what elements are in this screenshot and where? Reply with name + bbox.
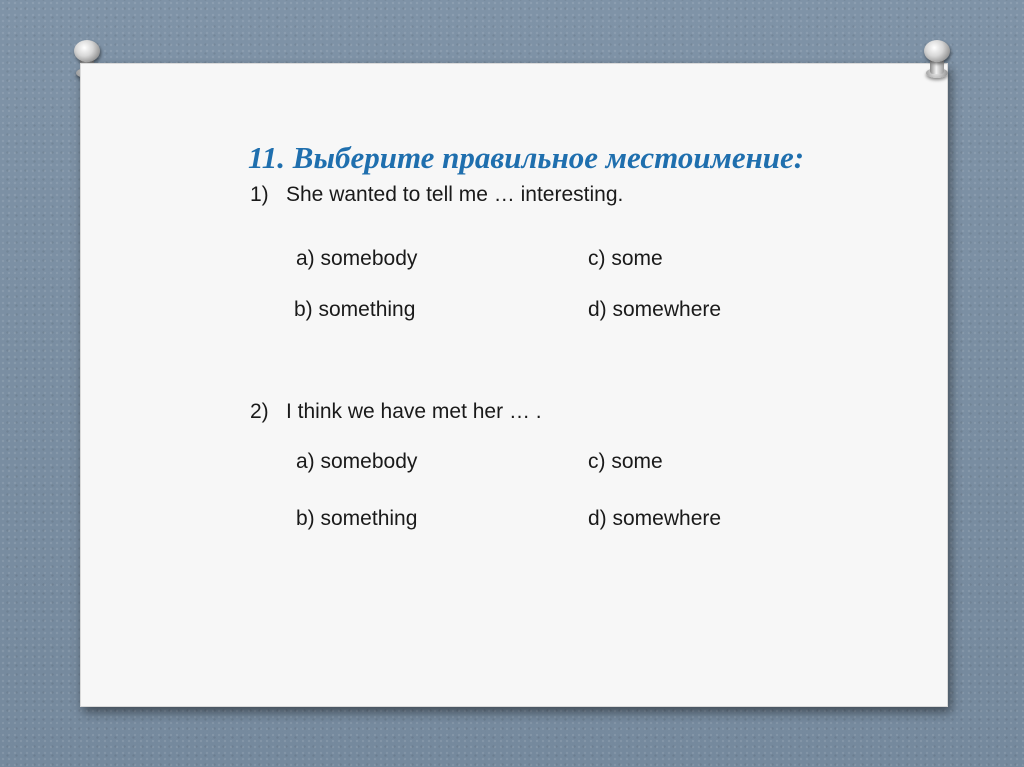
question-text: She wanted to tell me … interesting. bbox=[286, 183, 624, 206]
option-d: d) somewhere bbox=[588, 507, 722, 530]
question-1 bbox=[250, 183, 623, 207]
option-c: c) some bbox=[588, 450, 663, 473]
question-2 bbox=[250, 400, 542, 424]
option-d: d) somewhere bbox=[588, 298, 722, 321]
pushpin-icon bbox=[922, 40, 952, 80]
question-number: 1) bbox=[250, 183, 269, 206]
option-c: c) some bbox=[588, 247, 663, 270]
question-text: I think we have met her … . bbox=[286, 400, 542, 423]
option-a: a) somebody bbox=[296, 450, 418, 473]
option-b: b) something bbox=[296, 507, 418, 530]
slide-title: 11. Выберите правильное местоимение: bbox=[248, 140, 805, 175]
option-a: a) somebody bbox=[296, 247, 418, 270]
question-number: 2) bbox=[250, 400, 269, 423]
option-b: b) something bbox=[294, 298, 416, 321]
